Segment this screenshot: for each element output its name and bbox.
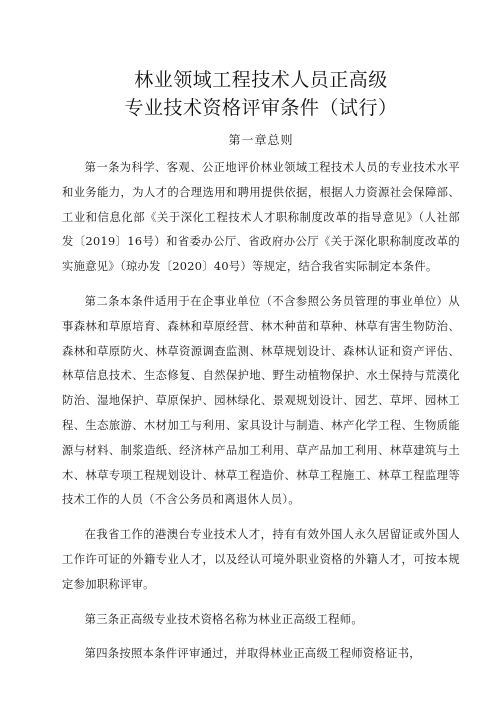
paragraph-foreign-talent: 在我省工作的港澳台专业技术人才，持有有效外国人永久居留证或外国人工作许可证的外籍专业人才，以及经认可境外职业资格的外籍人才，可按本规定参加职称评审。 bbox=[62, 528, 460, 591]
document-title bbox=[62, 66, 460, 122]
paragraph-article-1: 第一条为科学、客观、公正地评价林业领域工程技术人员的专业技术水平和业务能力，为人才的合理选用和聘用提供依据，根据人力资源社会保障部、工业和信息化部《关于深化工程技术人才职称制度改革的指导意见》（人社部发〔2019〕16号）和省委办公厅、省政府办公厅《关于深化职称制度改革的实施意见》（琼办发〔2020〕40号）等规定，结合我省实际制定本条件。 bbox=[62, 161, 460, 274]
chapter-heading: 第一章总则 bbox=[228, 133, 294, 147]
title-line-2: 专业技术资格评审条件（试行） bbox=[124, 97, 398, 119]
paragraph-article-4: 第四条按照本条件评审通过，并取得林业正高级工程师资格证书， bbox=[84, 647, 421, 661]
title-line-1: 林业领域工程技术人员正高级 bbox=[134, 69, 388, 91]
paragraph-article-3: 第三条正高级专业技术资格名称为林业正高级工程师。 bbox=[84, 612, 363, 626]
paragraph-article-2: 第二条本条件适用于在企事业单位（不含参照公务员管理的事业单位）从事森林和草原培育、森林和草原经营、林木种苗和草种、林草有害生物防治、森林和草原防火、林草资源调查监测、林草规划设计、森林认证和资产评估、林草信息技术、生态修复、自然保护地、野生动植物保护、水土保持与荒漠化防治、湿地保护、草原保护、园林绿化、景观规划设计、园艺、草坪、园林工程、生态旅游、木材加工与利用、家具设计与制造、林产化学工程、生物质能源与材料、制浆造纸、经济林产品加工利用、草产品加工利用、林草建筑与土木、林草专项工程规划设计、林草工程造价、林草工程施工、林草工程监理等技术工作的人员（不含公务员和离退休人员）。 bbox=[62, 294, 460, 507]
